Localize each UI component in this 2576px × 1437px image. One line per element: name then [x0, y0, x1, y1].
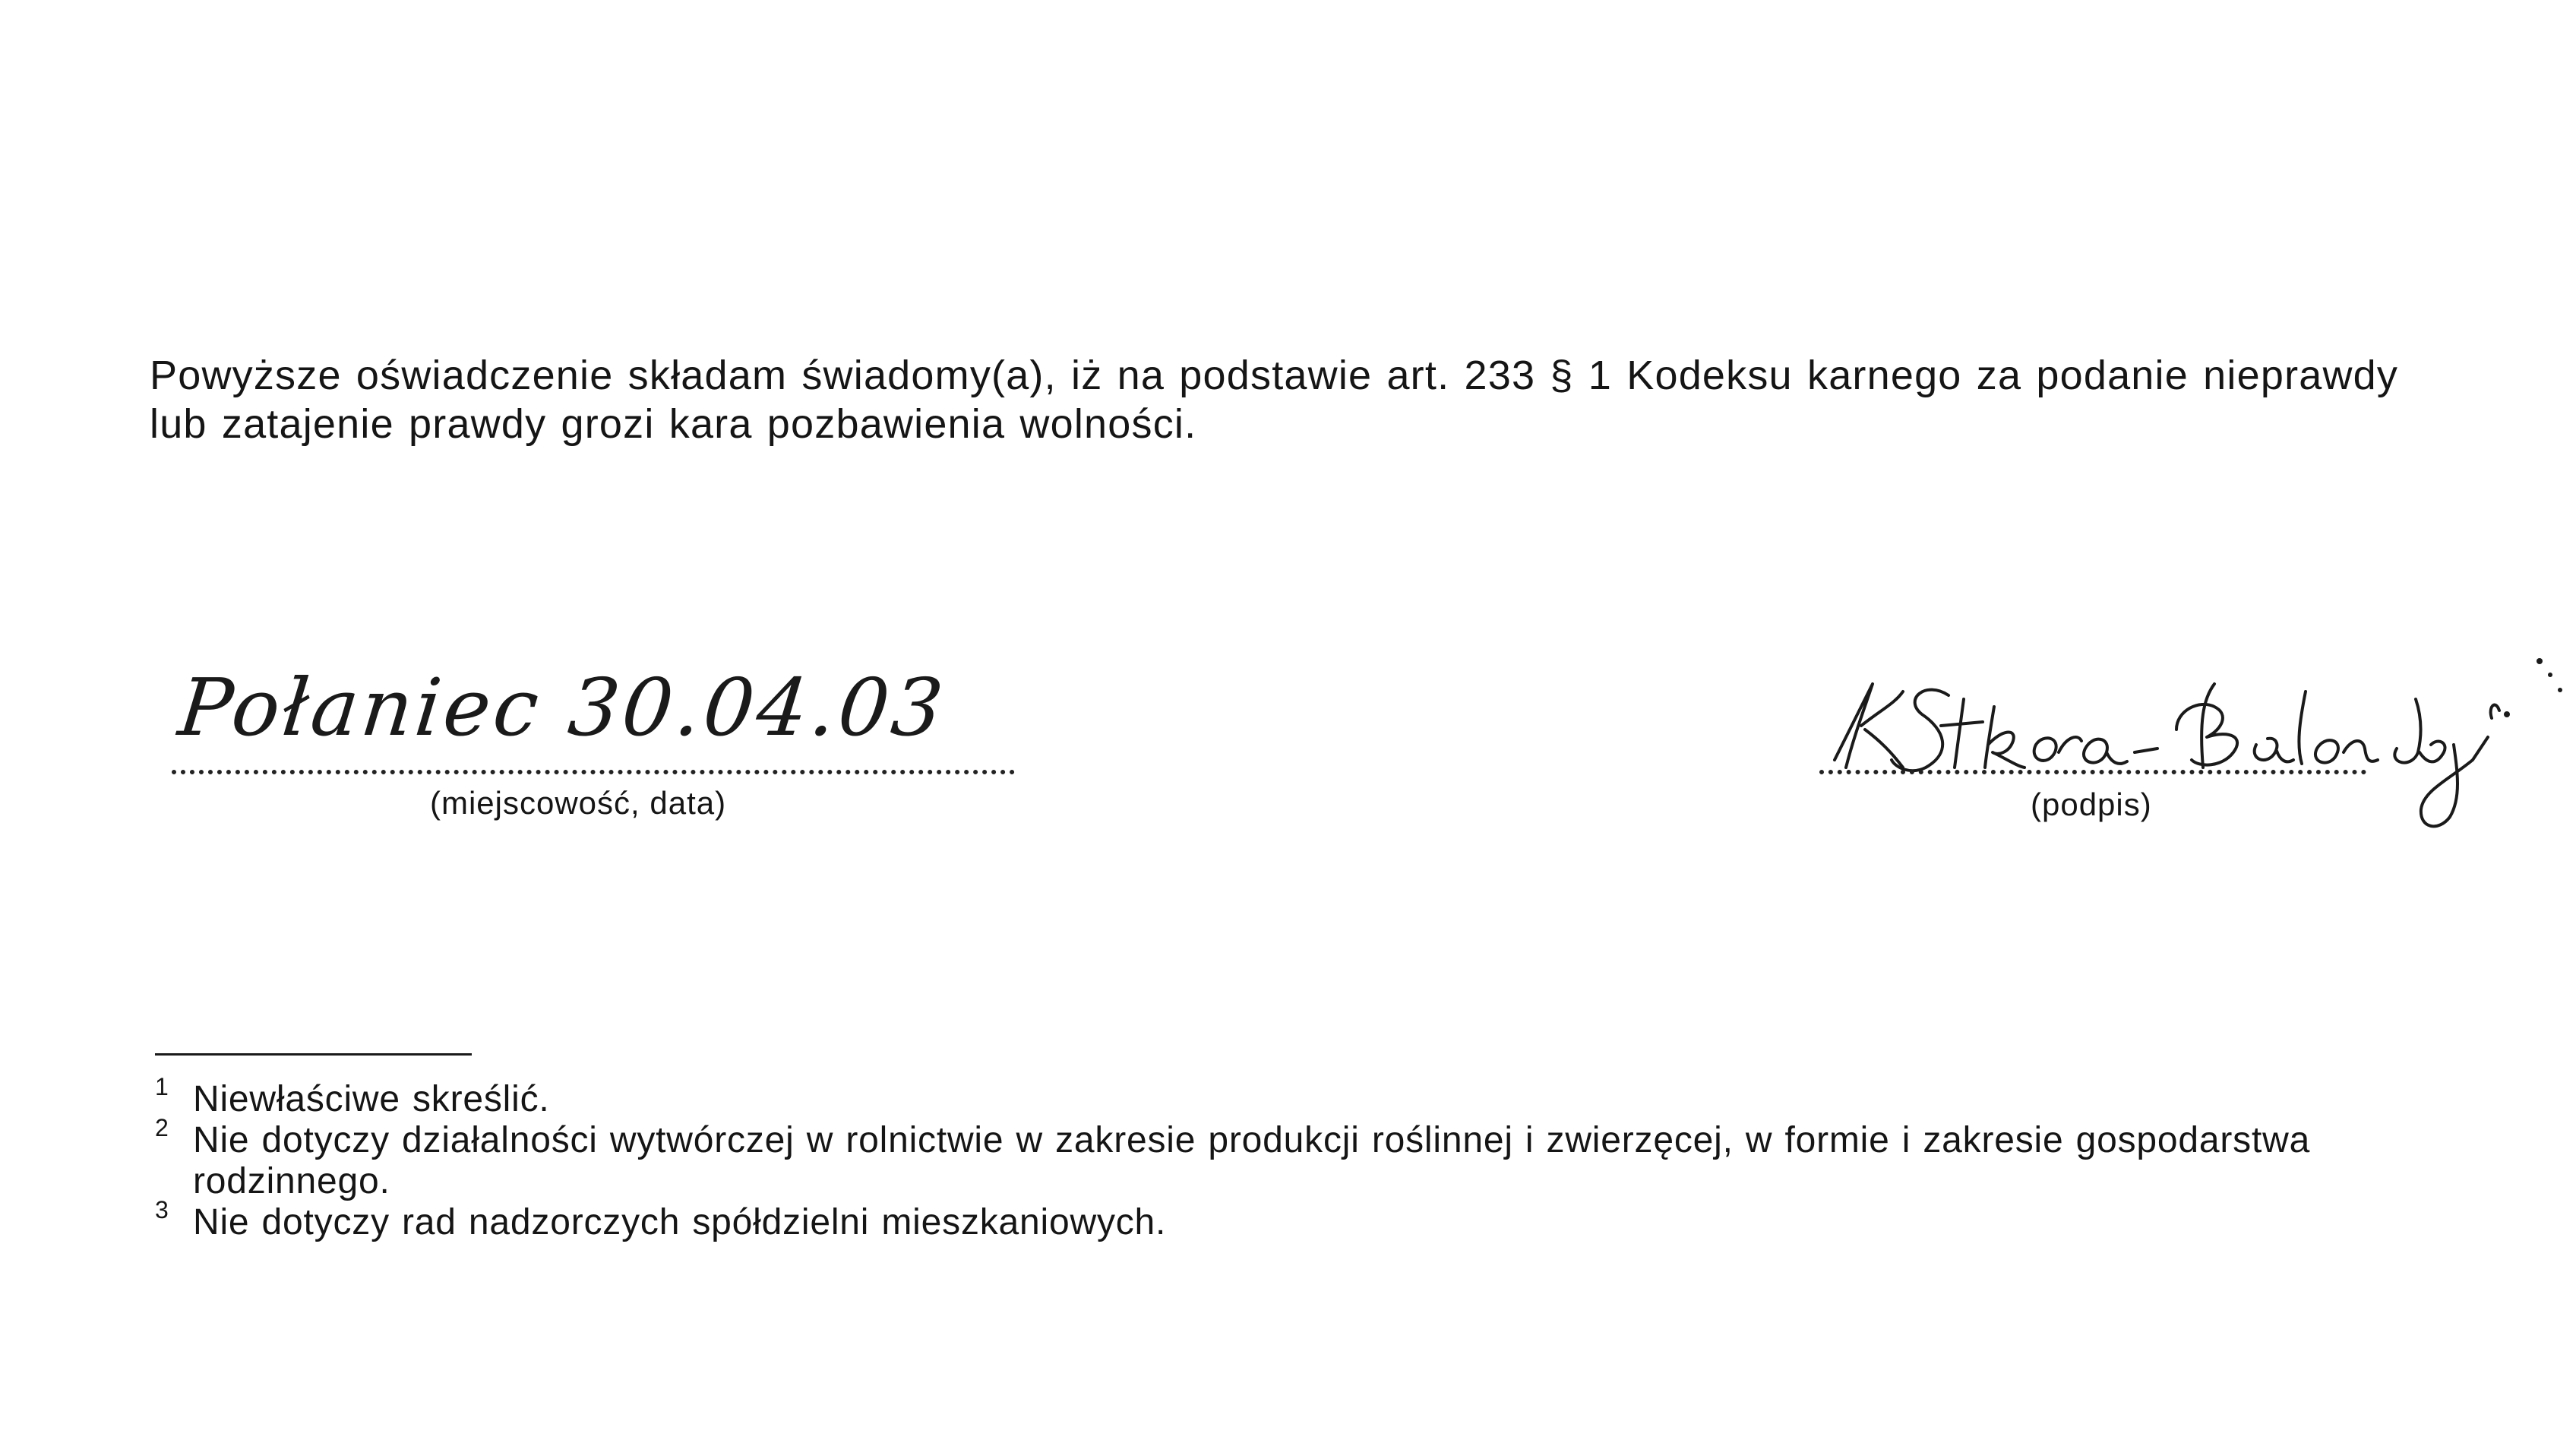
- footnote-text: Niewłaściwe skreślić.: [193, 1079, 550, 1119]
- footnote-item: [155, 1114, 2449, 1202]
- place-date-block: [172, 661, 1015, 828]
- footnote-list: [155, 1073, 2449, 1243]
- footnote-item: [155, 1073, 2449, 1120]
- footnote-marker: 3: [155, 1196, 169, 1223]
- footnote-marker: 2: [155, 1114, 169, 1141]
- footnote-item: [155, 1196, 2449, 1243]
- signature-caption: (podpis): [2031, 787, 2152, 822]
- footnote-text: Nie dotyczy działalności wytwórczej w rolnictwie w zakresie produkcji roślinnej i zwierzęcej, w formie i zakresie gospodarstwa rodzinnego.: [193, 1120, 2311, 1201]
- declaration-statement: Powyższe oświadczenie składam świadomy(a), iż na podstawie art. 233 § 1 Kodeksu karnego za podanie nieprawdy lub zatajenie prawdy grozi kara pozbawienia wolności.: [150, 353, 2399, 447]
- footnote-separator: [155, 1053, 472, 1056]
- place-date-dotted-line: [172, 770, 1015, 774]
- signature-block: [1819, 638, 2564, 836]
- handwritten-signature: [1819, 638, 2564, 836]
- signature-dotted-line: [1819, 770, 2366, 774]
- handwritten-place-date: Połaniec 30.04.03: [174, 661, 950, 754]
- place-date-caption: (miejscowość, data): [430, 785, 727, 821]
- footnote-text: Nie dotyczy rad nadzorczych spółdzielni mieszkaniowych.: [193, 1202, 1167, 1242]
- footnote-marker: 1: [155, 1073, 169, 1100]
